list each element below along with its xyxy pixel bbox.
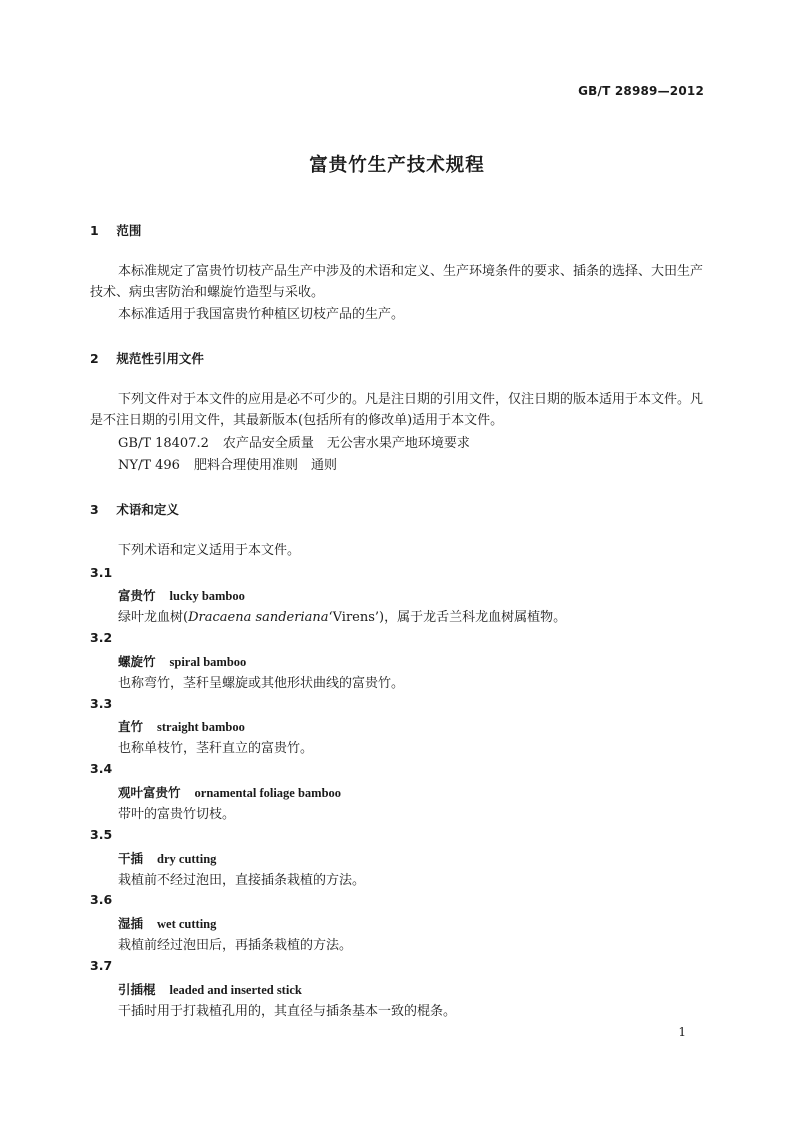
term-en: leaded and inserted stick xyxy=(169,983,302,997)
term-zh: 观叶富贵竹 xyxy=(118,785,181,800)
section-2-heading xyxy=(90,349,204,367)
reference-code: NY/T 496 xyxy=(118,458,180,473)
section-1-heading xyxy=(90,221,141,239)
term-definition: 栽植前不经过泡田，直接插条栽植的方法。 xyxy=(118,873,366,888)
term-en: ornamental foliage bamboo xyxy=(194,786,342,800)
term-heading xyxy=(118,717,245,735)
page-number: 1 xyxy=(678,1025,686,1039)
paragraph: 本标准适用于我国富贵竹种植区切枝产品的生产。 xyxy=(118,307,405,322)
term-number: 3.6 xyxy=(90,892,113,907)
term-definition: 干插时用于打栽植孔用的，其直径与插条基本一致的棍条。 xyxy=(118,1004,457,1019)
term-en: lucky bamboo xyxy=(169,589,245,603)
paragraph: 下列文件对于本文件的应用是必不可少的。凡是注日期的引用文件，仅注日期的版本适用于本文件。凡是不注日期的引用文件，其最新版本(包括所有的修改单)适用于本文件。 xyxy=(90,392,704,428)
reference-code: GB/T 18407.2 xyxy=(118,436,209,451)
term-heading xyxy=(118,783,341,801)
term-heading xyxy=(118,914,216,932)
term-definition: 也称单枝竹，茎秆直立的富贵竹。 xyxy=(118,741,314,756)
section-number: 2 xyxy=(90,351,99,366)
term-definition xyxy=(118,606,566,625)
term-zh: 螺旋竹 xyxy=(118,654,156,669)
term-heading xyxy=(118,980,302,998)
term-number: 3.4 xyxy=(90,761,113,776)
section-title: 范围 xyxy=(116,223,142,238)
standard-code: GB/T 28989—2012 xyxy=(578,84,704,98)
document-title: 富贵竹生产技术规程 xyxy=(309,155,485,176)
term-definition: 也称弯竹，茎秆呈螺旋或其他形状曲线的富贵竹。 xyxy=(118,676,405,691)
reference-title: 农产品安全质量 无公害水果产地环境要求 xyxy=(222,436,470,451)
term-number: 3.1 xyxy=(90,565,113,580)
term-zh: 直竹 xyxy=(118,719,144,734)
term-en: straight bamboo xyxy=(157,720,245,734)
term-number: 3.3 xyxy=(90,696,113,711)
reference-item xyxy=(118,433,470,454)
term-zh: 干插 xyxy=(118,851,144,866)
reference-item xyxy=(118,455,337,476)
section-title: 规范性引用文件 xyxy=(116,351,204,366)
definition-text: 绿叶龙血树( xyxy=(118,610,189,625)
section-title: 术语和定义 xyxy=(116,502,179,517)
term-heading xyxy=(118,849,216,867)
term-heading xyxy=(118,652,246,670)
section-3-heading xyxy=(90,500,179,518)
reference-title: 肥料合理使用准则 通则 xyxy=(193,458,337,473)
term-heading xyxy=(118,586,245,604)
term-zh: 引插棍 xyxy=(118,982,156,997)
term-number: 3.5 xyxy=(90,827,113,842)
term-number: 3.2 xyxy=(90,630,113,645)
paragraph: 本标准规定了富贵竹切枝产品生产中涉及的术语和定义、生产环境条件的要求、插条的选择、大田生产技术、病虫害防治和螺旋竹造型与采收。 xyxy=(90,264,704,300)
paragraph: 下列术语和定义适用于本文件。 xyxy=(118,543,301,558)
section-number: 1 xyxy=(90,223,99,238)
term-definition: 栽植前经过泡田后，再插条栽植的方法。 xyxy=(118,938,353,953)
term-definition: 带叶的富贵竹切枝。 xyxy=(118,807,236,822)
term-en: dry cutting xyxy=(157,852,217,866)
term-zh: 富贵竹 xyxy=(118,588,156,603)
term-zh: 湿插 xyxy=(118,916,144,931)
definition-text: ‘Virens’)，属于龙舌兰科龙血树属植物。 xyxy=(328,610,567,625)
term-en: spiral bamboo xyxy=(169,655,247,669)
scientific-name: Dracaena sanderiana xyxy=(188,610,329,625)
term-number: 3.7 xyxy=(90,958,113,973)
term-en: wet cutting xyxy=(157,917,217,931)
section-number: 3 xyxy=(90,502,99,517)
